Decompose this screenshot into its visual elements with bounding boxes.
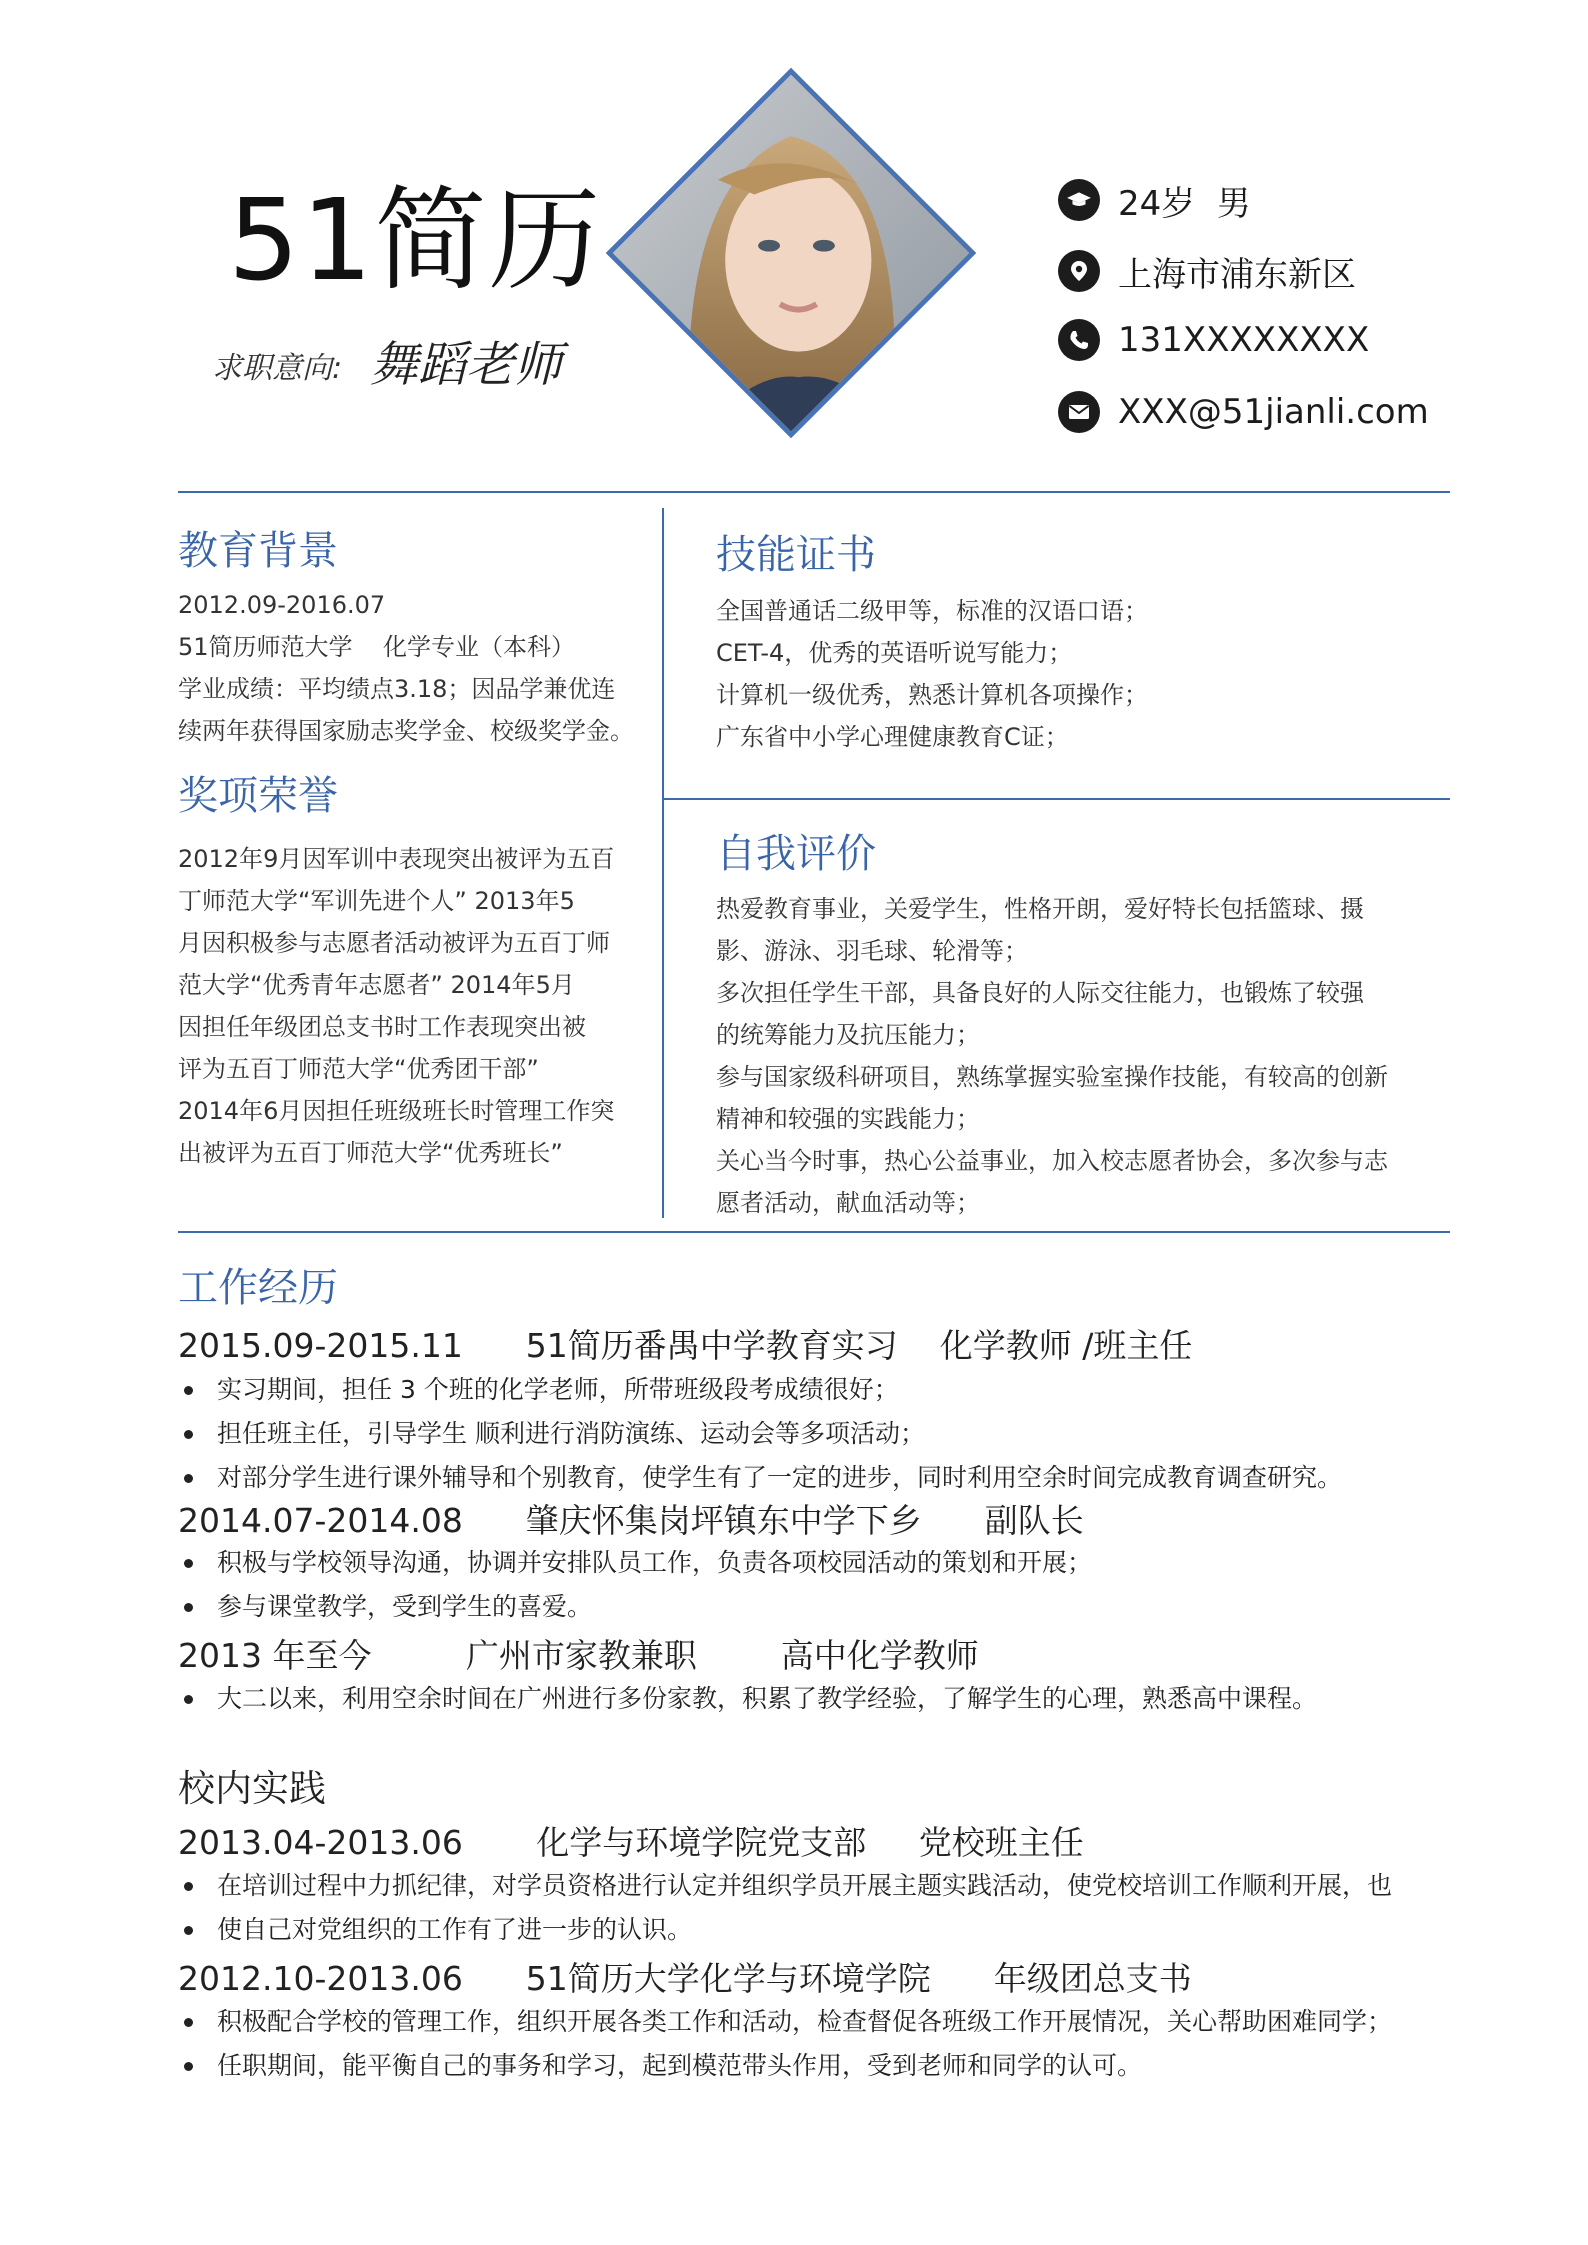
email-row [1058,386,1429,438]
work-job-bullets [178,1677,1317,1721]
list-item [178,1368,1342,1412]
bullet-text: 对部分学生进行课外辅导和个别教育，使学生有了一定的进步，同时利用空余时间完成教育调查研究。 [217,1463,1343,1492]
job-intent-value: 舞蹈老师 [370,337,563,393]
self-eval-title: 自我评价 [716,831,876,877]
job-intent-label: 求职意向: [212,351,343,386]
bullet-dot [184,1474,193,1483]
awards-line: 丁师范大学“军训先进个人” 2013年5 [178,887,575,915]
awards-line: 因担任年级团总支书时工作表现突出被 [178,1013,586,1041]
list-item [178,1677,1317,1721]
list-item [178,1456,1342,1500]
bullet-text: 参与课堂教学，受到学生的喜爱。 [217,1592,593,1621]
awards-line: 2014年6月因担任班级班长时管理工作突 [178,1097,615,1125]
education-title: 教育背景 [178,528,338,574]
self-eval-line: 精神和较强的实践能力； [716,1105,980,1133]
skills-line: 广东省中小学心理健康教育C证； [716,723,1069,751]
campus-job-bullets [178,2000,1392,2088]
self-eval-line: 关心当今时事，热心公益事业，加入校志愿者协会，多次参与志 [716,1147,1388,1175]
self-eval-content [716,888,1446,1224]
work-job-bullets [178,1368,1342,1500]
skills-line: 计算机一级优秀，熟悉计算机各项操作； [716,681,1148,709]
awards-title: 奖项荣誉 [178,773,338,819]
bullet-dot [184,1603,193,1612]
email-text: XXX@51jianli.com [1118,392,1429,432]
list-item [178,1864,1392,1908]
awards-line: 范大学“优秀青年志愿者” 2014年5月 [178,971,575,999]
phone-icon [1058,319,1100,361]
campus-job-heading: 2013.04-2013.06 化学与环境学院党支部 党校班主任 [178,1823,1084,1862]
list-item [178,2000,1392,2044]
age-gender-row [1058,174,1251,226]
header-divider [178,491,1450,493]
bullet-dot [184,1430,193,1439]
bullet-text: 积极与学校领导沟通，协调并安排队员工作，负责各项校园活动的策划和开展； [217,1548,1093,1577]
work-job-heading: 2014.07-2014.08 肇庆怀集岗坪镇东中学下乡 副队长 [178,1501,1084,1540]
list-item [178,1585,1092,1629]
skills-line: 全国普通话二级甲等，标准的汉语口语； [716,597,1148,625]
awards-line: 月因积极参与志愿者活动被评为五百丁师 [178,929,610,957]
awards-line: 2012年9月因军训中表现突出被评为五百 [178,845,615,873]
bullet-text: 使自己对党组织的工作有了进一步的认识。 [217,1915,693,1944]
phone-text: 131XXXXXXXX [1118,320,1370,360]
campus-job-heading: 2012.10-2013.06 51简历大学化学与环境学院 年级团总支书 [178,1959,1192,1998]
work-job-bullets [178,1541,1092,1629]
education-line: 学业成绩：平均绩点3.18；因品学兼优连 [178,675,616,703]
skills-content [716,590,1436,758]
bullet-text: 积极配合学校的管理工作，组织开展各类工作和活动，检查督促各班级工作开展情况，关心帮助困难同学； [217,2007,1393,2036]
bullet-dot [184,1559,193,1568]
work-job-heading: 2013 年至今 广州市家教兼职 高中化学教师 [178,1636,979,1675]
awards-line: 出被评为五百丁师范大学“优秀班长” [178,1139,563,1167]
education-line: 续两年获得国家励志奖学金、校级奖学金。 [178,717,634,745]
profile-photo [606,68,977,439]
bullet-text: 在培训过程中力抓纪律，对学员资格进行认定并组织学员开展主题实践活动，使党校培训工作顺利开展，也 [217,1871,1393,1900]
bullet-dot [184,2018,193,2027]
work-title: 工作经历 [178,1265,338,1311]
campus-job-bullets [178,1864,1392,1952]
bullet-dot [184,1695,193,1704]
bullet-text: 实习期间，担任 3 个班的化学老师，所带班级段考成绩很好； [217,1375,899,1404]
education-line: 2012.09-2016.07 [178,591,386,619]
phone-row [1058,314,1369,366]
bullet-text: 大二以来，利用空余时间在广州进行多份家教，积累了教学经验，了解学生的心理，熟悉高中课程。 [217,1684,1318,1713]
portrait-image [608,70,973,435]
mail-icon [1058,391,1100,433]
skills-title: 技能证书 [716,532,876,578]
right-section-divider [664,798,1450,800]
bullet-dot [184,2062,193,2071]
list-item [178,1908,1392,1952]
list-item [178,2044,1392,2088]
skills-line: CET-4，优秀的英语听说写能力； [716,639,1073,667]
education-content [178,584,658,752]
list-item [178,1541,1092,1585]
list-item [178,1412,1342,1456]
self-eval-line: 的统筹能力及抗压能力； [716,1021,980,1049]
self-eval-line: 参与国家级科研项目，熟练掌握实验室操作技能，有较高的创新 [716,1063,1388,1091]
bullet-dot [184,1882,193,1891]
graduation-cap-icon [1058,179,1100,221]
self-eval-line: 影、游泳、羽毛球、轮滑等； [716,937,1028,965]
education-line: 51简历师范大学 化学专业（本科） [178,633,576,661]
bullet-dot [184,1386,193,1395]
awards-content [178,838,658,1174]
column-divider [662,508,664,1218]
self-eval-line: 多次担任学生干部，具备良好的人际交往能力，也锻炼了较强 [716,979,1364,1007]
self-eval-line: 愿者活动，献血活动等； [716,1189,980,1217]
bullet-dot [184,1926,193,1935]
work-divider [178,1231,1450,1233]
work-job-heading: 2015.09-2015.11 51简历番禺中学教育实习 化学教师 /班主任 [178,1326,1193,1365]
bullet-text: 担任班主任，引导学生 顺利进行消防演练、运动会等多项活动； [217,1419,925,1448]
bullet-text: 任职期间，能平衡自己的事务和学习，起到模范带头作用，受到老师和同学的认可。 [217,2051,1143,2080]
awards-line: 评为五百丁师范大学“优秀团干部” [178,1055,539,1083]
age-gender-text: 24岁 男 [1118,183,1251,224]
self-eval-line: 热爱教育事业，关爱学生，性格开朗，爱好特长包括篮球、摄 [716,895,1364,923]
location-text: 上海市浦东新区 [1118,254,1356,295]
location-pin-icon [1058,250,1100,292]
candidate-name: 51简历 [228,176,603,306]
campus-title: 校内实践 [178,1767,326,1810]
location-row [1058,245,1356,297]
